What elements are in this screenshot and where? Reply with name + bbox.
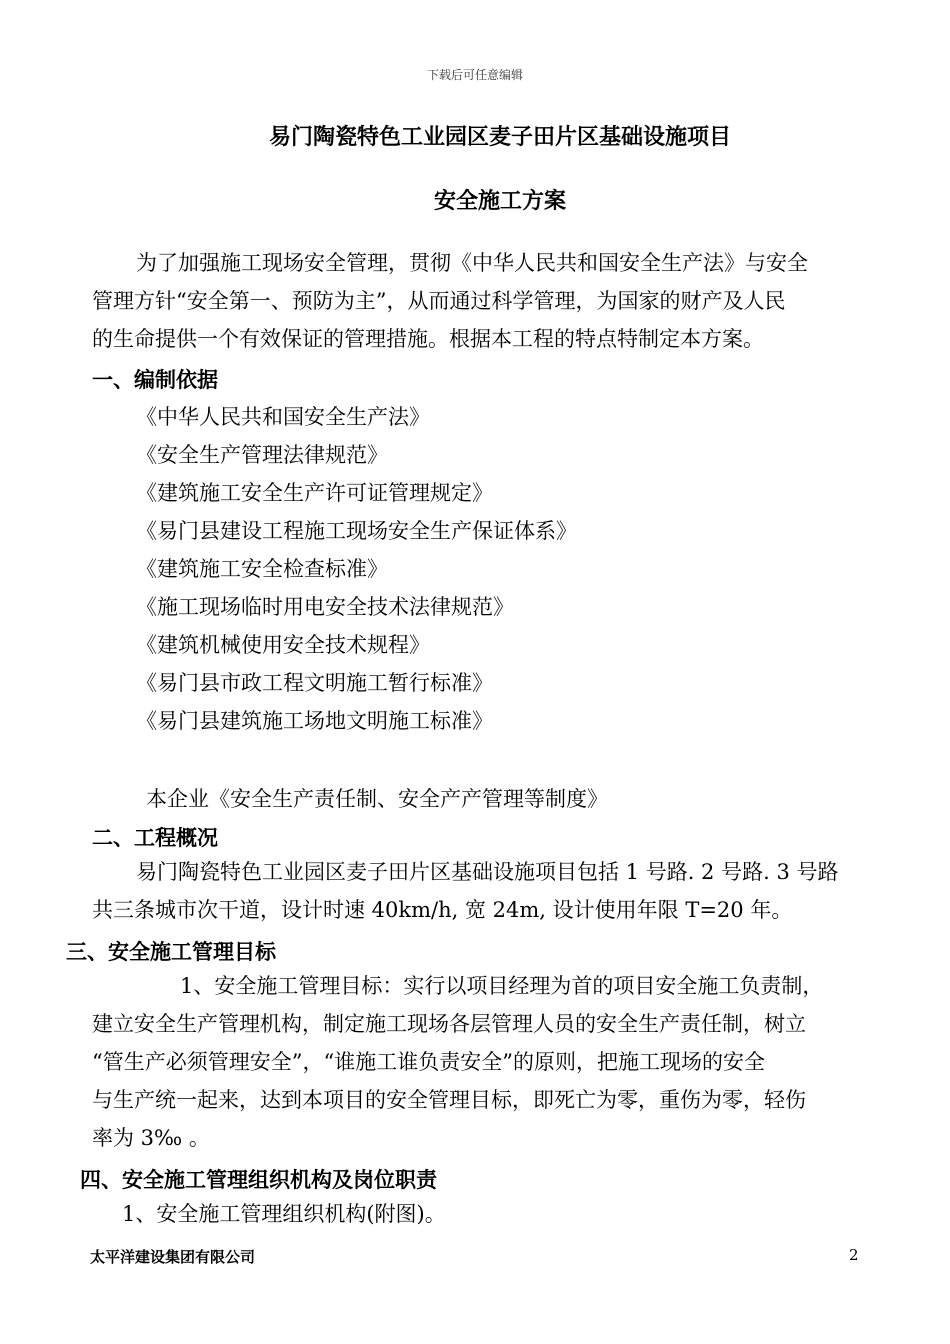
goals-line-2: 建立安全生产管理机构，制定施工现场各层管理人员的安全生产责任制，树立 <box>92 1012 806 1036</box>
page-number: 2 <box>849 1246 859 1264</box>
goals-line-1: 1、安全施工管理目标：实行以项目经理为首的项目安全施工负责制， <box>180 974 824 998</box>
section-heading-basis: 一、编制依据 <box>92 368 218 392</box>
goals-line-4: 与生产统一起来，达到本项目的安全管理目标，即死亡为零，重伤为零，轻伤 <box>92 1088 806 1112</box>
intro-line-3: 的生命提供一个有效保证的管理措施。根据本工程的特点特制定本方案。 <box>92 327 764 351</box>
organization-line-1: 1、安全施工管理组织机构(附图)。 <box>122 1202 446 1226</box>
section-heading-organization: 四、安全施工管理组织机构及岗位职责 <box>80 1168 437 1192</box>
list-item: 《施工现场临时用电安全技术法律规范》 <box>136 595 514 619</box>
list-item: 《安全生产管理法律规范》 <box>136 443 388 467</box>
footer-company-name: 太平洋建设集团有限公司 <box>90 1248 256 1266</box>
document-subtitle: 安全施工方案 <box>433 189 566 214</box>
list-item-company-rules: 本企业《安全生产责任制、安全产产管理等制度》 <box>146 787 608 811</box>
section-heading-overview: 二、工程概况 <box>92 826 218 850</box>
list-item: 《建筑施工安全检查标准》 <box>136 557 388 581</box>
overview-line-2: 共三条城市次干道，设计时速 40km/h, 宽 24m, 设计使用年限 T=20 年。 <box>92 898 793 922</box>
list-item: 《易门县建筑施工场地文明施工标准》 <box>136 709 493 733</box>
intro-line-1: 为了加强施工现场安全管理，贯彻《中华人民共和国安全生产法》与安全 <box>136 251 808 275</box>
goals-line-5: 率为 3‰ 。 <box>92 1126 210 1150</box>
list-item: 《建筑机械使用安全技术规程》 <box>136 633 430 657</box>
list-item: 《中华人民共和国安全生产法》 <box>136 405 430 429</box>
list-item: 《易门县建设工程施工现场安全生产保证体系》 <box>136 519 577 543</box>
document-title: 易门陶瓷特色工业园区麦子田片区基础设施项目 <box>268 125 731 150</box>
section-heading-goals: 三、安全施工管理目标 <box>66 940 276 964</box>
goals-line-3: “管生产必须管理安全”，“谁施工谁负责安全”的原则，把施工现场的安全 <box>92 1050 765 1074</box>
overview-line-1: 易门陶瓷特色工业园区麦子田片区基础设施项目包括 1 号路. 2 号路. 3 号路 <box>136 860 839 884</box>
intro-line-2: 管理方针“安全第一、预防为主”，从而通过科学管理，为国家的财产及人民 <box>92 289 786 313</box>
list-item: 《建筑施工安全生产许可证管理规定》 <box>136 481 493 505</box>
list-item: 《易门县市政工程文明施工暂行标准》 <box>136 671 493 695</box>
header-watermark: 下载后可任意编辑 <box>426 68 523 82</box>
